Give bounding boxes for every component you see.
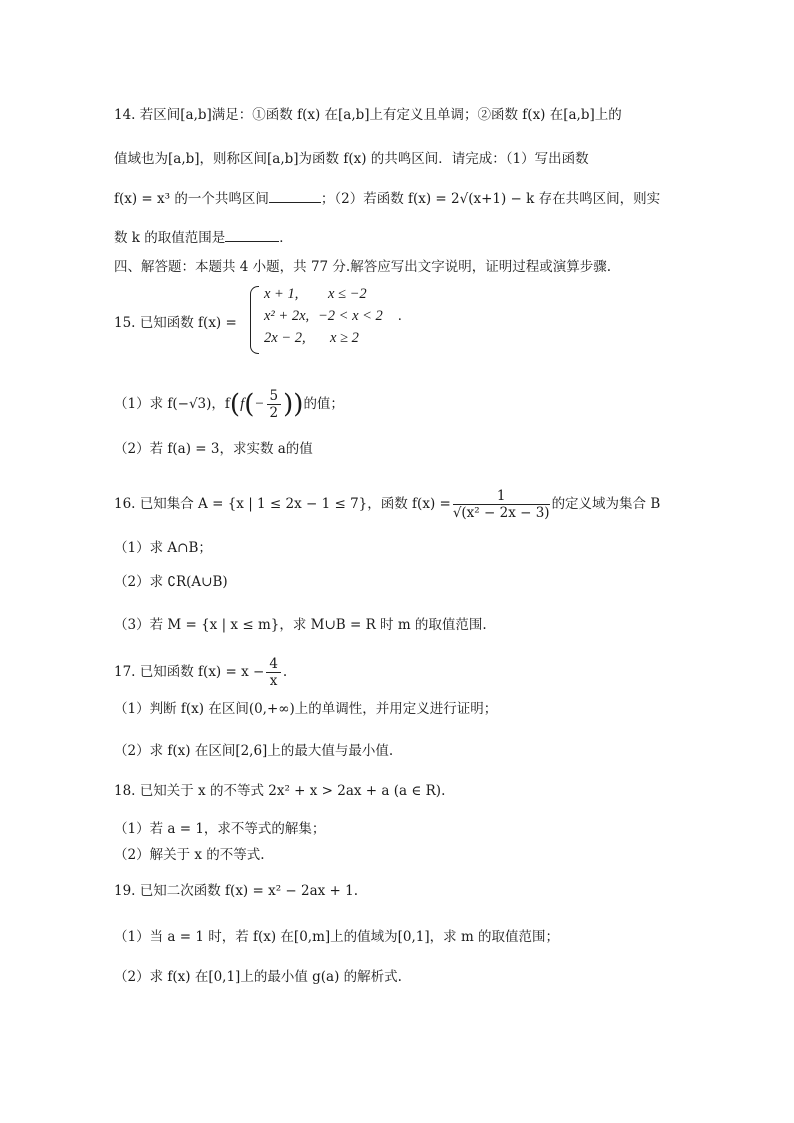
q17-lead-text: 17. 已知函数 f(x) = x − bbox=[114, 664, 265, 680]
left-brace-icon bbox=[250, 286, 259, 354]
q15-lead: 15. 已知函数 f(x) = bbox=[114, 315, 237, 331]
q16-frac-num: 1 bbox=[453, 488, 550, 505]
section-heading: 四、解答题：本题共 4 小题，共 77 分.解答应写出文字说明，证明过程或演算步骤. bbox=[114, 259, 612, 275]
q15-part1: （1）求 f(−√3)，f(f(− $\frac{5}{2}$ ))的值； bbox=[114, 388, 344, 421]
q15-frac-den: 2 bbox=[269, 405, 279, 421]
close-paren-icon: ) bbox=[283, 389, 294, 420]
q17-frac-num: 4 bbox=[266, 656, 281, 673]
q15-case-2: x² + 2x, bbox=[264, 308, 310, 324]
open-paren-icon: ( bbox=[244, 389, 255, 420]
q16-fraction bbox=[453, 488, 550, 521]
q14-answer-blank-1[interactable] bbox=[269, 187, 321, 203]
q19-part2: （2）求 f(x) 在[0,1]上的最小值 g(a) 的解析式. bbox=[114, 969, 402, 985]
q15-case-3: 2x − 2, bbox=[264, 330, 306, 346]
q14-line1: 14. 若区间[a,b]满足：①函数 f(x) 在[a,b]上有定义且单调；②函数 f(x) 在[a,b]上的 bbox=[114, 107, 622, 123]
q17-lead bbox=[114, 656, 287, 689]
q15-end-period: . bbox=[398, 308, 402, 324]
q16-lead-text: 16. 已知集合 A = {x | 1 ≤ 2x − 1 ≤ 7}，函数 f(x) = bbox=[114, 496, 451, 512]
q15-frac-num: 5 bbox=[267, 388, 282, 405]
q15-cond-2: −2 < x < 2 bbox=[318, 308, 383, 324]
q15-cond-3: x ≥ 2 bbox=[330, 330, 359, 346]
q15-part1-end: 的值； bbox=[303, 396, 344, 412]
q17-fraction bbox=[266, 656, 281, 689]
q17-end: . bbox=[282, 664, 288, 680]
q14-line4-start: 数 k 的取值范围是 bbox=[114, 230, 226, 246]
q16-frac-den: √(x² − 2x − 3) bbox=[452, 505, 550, 521]
q14-line3-start: f(x) = x³ 的一个共鸣区间 bbox=[114, 191, 269, 207]
q16-part2: （2）求 ∁R(A∪B) bbox=[114, 574, 228, 590]
q17-part1: （1）判断 f(x) 在区间(0,+∞)上的单调性，并用定义进行证明； bbox=[114, 701, 498, 717]
q15-case-1: x + 1, bbox=[264, 286, 299, 302]
q19-part1: （1）当 a = 1 时，若 f(x) 在[0,m]上的值域为[0,1]，求 m 的取值范围； bbox=[114, 929, 560, 945]
q19-lead: 19. 已知二次函数 f(x) = x² − 2ax + 1. bbox=[114, 883, 359, 899]
q15-fraction bbox=[267, 388, 282, 421]
q18-part1: （1）若 a = 1，求不等式的解集； bbox=[114, 821, 326, 837]
q15-part1-start: （1）求 f(−√3)，f bbox=[114, 396, 230, 412]
q16-part3: （3）若 M = {x | x ≤ m}，求 M∪B = R 时 m 的取值范围. bbox=[114, 617, 487, 633]
q14-line4-end: ． bbox=[279, 230, 293, 246]
q17-part2: （2）求 f(x) 在区间[2,6]上的最大值与最小值. bbox=[114, 743, 394, 759]
q15-cond-1: x ≤ −2 bbox=[328, 286, 367, 302]
q14-line3 bbox=[114, 187, 660, 210]
q18-part2: （2）解关于 x 的不等式. bbox=[114, 847, 265, 863]
open-paren-icon: ( bbox=[229, 389, 241, 420]
q15-part2: （2）若 f(a) = 3，求实数 a的值 bbox=[114, 441, 313, 457]
close-paren-icon: ) bbox=[293, 389, 304, 420]
q14-line4 bbox=[114, 226, 293, 249]
q16-part1: （1）求 A∩B； bbox=[114, 540, 212, 556]
q14-line2: 值域也为[a,b]，则称区间[a,b]为函数 f(x) 的共鸣区间．请完成：（1）写出函数 bbox=[114, 151, 589, 167]
q16-tail: 的定义域为集合 B bbox=[551, 496, 661, 512]
q18-lead: 18. 已知关于 x 的不等式 2x² + x > 2ax + a (a ∈ R). bbox=[114, 783, 446, 799]
q16-lead bbox=[114, 488, 660, 521]
q14-line3-end: ；（2）若函数 f(x) = 2√(x+1) − k 存在共鸣区间，则实 bbox=[320, 191, 661, 207]
q17-frac-den: x bbox=[269, 673, 278, 689]
q14-answer-blank-2[interactable] bbox=[225, 226, 279, 242]
